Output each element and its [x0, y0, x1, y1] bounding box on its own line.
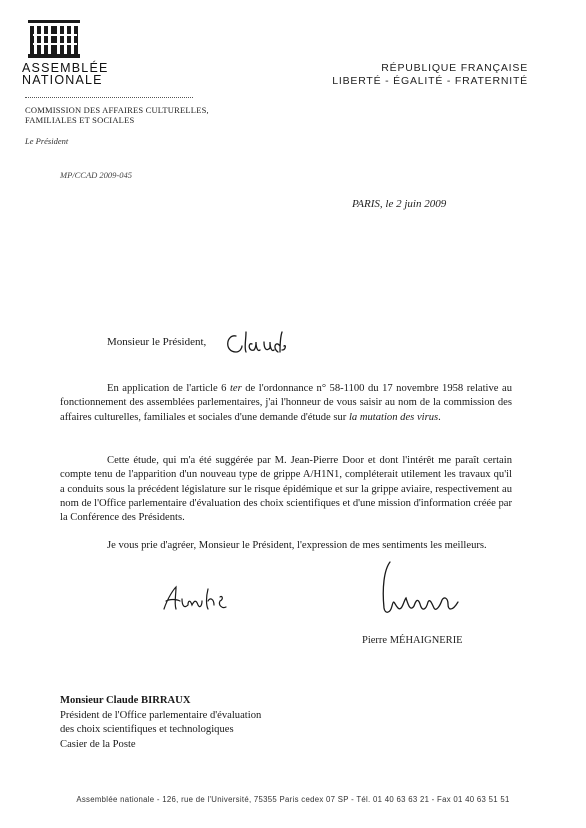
- organization-name: [22, 62, 109, 86]
- footer-address: Assemblée nationale - 126, rue de l'Université, 75355 Paris cedex 07 SP - Tél. 01 40 63 63 21 - Fax 01 40 63 51 51: [76, 795, 510, 804]
- commission-name-line1: COMMISSION DES AFFAIRES CULTURELLES,: [25, 105, 209, 115]
- paragraph-closing: Je vous prie d'agréer, Monsieur le Président, l'expression de mes sentiments les meilleurs.: [107, 540, 487, 551]
- paragraph-request-text-a: En application de l'article 6: [107, 383, 230, 394]
- assemblee-logo-icon: [25, 16, 83, 60]
- recipient-line1: Président de l'Office parlementaire d'évaluation: [60, 709, 262, 721]
- recipient-name: Monsieur Claude BIRRAUX: [60, 695, 191, 706]
- president-label: Le Président: [25, 136, 69, 146]
- republic-header: [332, 62, 528, 88]
- study-subject: la mutation des virus: [348, 411, 439, 423]
- handwritten-claude-icon: [222, 328, 292, 358]
- republic-motto: LIBERTÉ - ÉGALITÉ - FRATERNITÉ: [332, 75, 528, 87]
- letter-date: PARIS, le 2 juin 2009: [352, 198, 447, 210]
- paragraph-request-ter: ter: [229, 383, 242, 394]
- recipient-line3: Casier de la Poste: [60, 738, 136, 750]
- paragraph-request-end: .: [438, 411, 441, 423]
- salutation: Monsieur le Président,: [107, 336, 207, 348]
- paragraph-request: [60, 382, 512, 425]
- organization-name-line2: NATIONALE: [22, 73, 103, 87]
- signature-icon: [370, 558, 470, 618]
- paragraph-request-text-b: de l'ordonnance n° 58-1100 du 17 novembre 1958 relative au fonctionnement des assemblées parlementaires, j'ai l'honneur de vous saisir au nom de la commission des affaires culturelles, familiales et sociales d'une demande d'étude sur: [60, 383, 512, 423]
- signer-name: Pierre MÉHAIGNERIE: [362, 635, 463, 646]
- recipient-line2: des choix scientifiques et technologiques: [60, 724, 234, 735]
- handwritten-amities-icon: [160, 583, 240, 613]
- commission-name: [25, 105, 209, 125]
- organization-name-line1: ASSEMBLÉE: [22, 61, 109, 75]
- reference-number: MP/CCAD 2009-045: [60, 170, 133, 180]
- republic-name: RÉPUBLIQUE FRANÇAISE: [381, 62, 528, 74]
- paragraph-context: Cette étude, qui m'a été suggérée par M. Jean-Pierre Door et dont l'intérêt me paraît certain compte tenu de l'apparition d'un nouveau type de grippe A/H1N1, compléterait utilement les travaux qu'il a conduits sous la précédent législature sur le risque épidémique et sur la grippe aviaire, respectivement au nom de l'Office parlementaire d'évaluation des choix scientifiques et d'une mission d'information créée par la Conférence des Présidents.: [60, 455, 512, 524]
- recipient-address: [60, 694, 261, 752]
- commission-name-line2: FAMILIALES ET SOCIALES: [25, 115, 135, 125]
- dotted-divider: [25, 97, 193, 98]
